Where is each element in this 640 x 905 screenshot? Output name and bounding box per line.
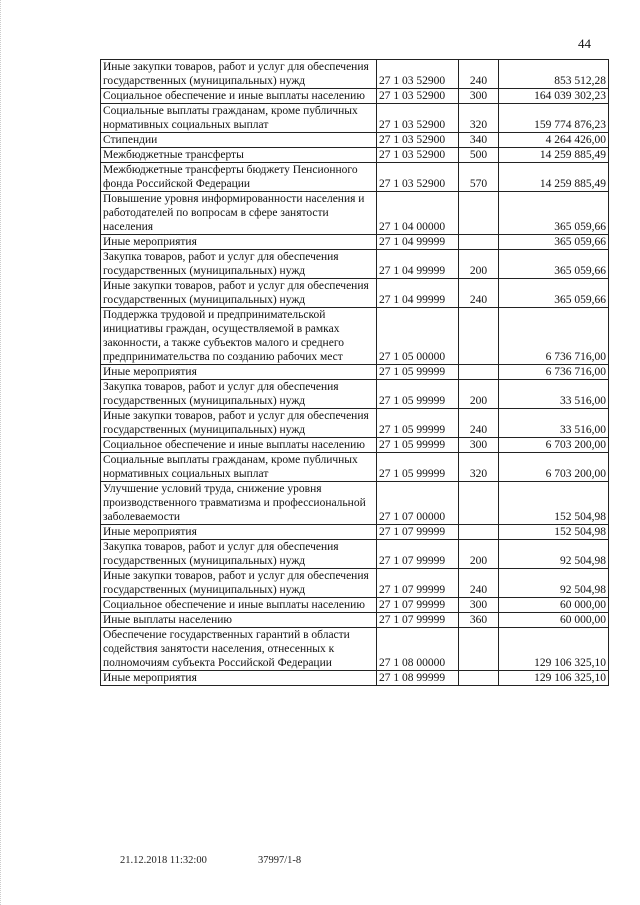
row-name-cell: Повышение уровня информированности населения и работодателей по вопросам в сфере занятости населения [101,192,377,235]
row-expense-type-cell: 570 [459,163,499,192]
row-expense-type-cell: 320 [459,104,499,133]
row-expense-type-cell [459,365,499,380]
row-code-cell: 27 1 04 99999 [377,235,459,250]
row-code-cell: 27 1 08 99999 [377,671,459,686]
row-sum-cell: 365 059,66 [499,250,609,279]
table-row [101,598,609,613]
row-expense-type-cell: 300 [459,598,499,613]
row-name-cell: Поддержка трудовой и предпринимательской инициативы граждан, осуществляемой в рамках законности, а также субъектов малого и среднего предпринимательства по созданию рабочих мест [101,308,377,365]
row-code-cell: 27 1 08 00000 [377,628,459,671]
row-name-cell: Улучшение условий труда, снижение уровня производственного травматизма и профессиональной заболеваемости [101,482,377,525]
scan-edge [0,0,11,905]
table-row [101,250,609,279]
table-row [101,613,609,628]
row-sum-cell: 60 000,00 [499,598,609,613]
row-name-cell: Иные мероприятия [101,235,377,250]
row-expense-type-cell: 320 [459,453,499,482]
row-sum-cell: 6 736 716,00 [499,308,609,365]
row-name-cell: Социальные выплаты гражданам, кроме публичных нормативных социальных выплат [101,104,377,133]
footer-timestamp: 21.12.2018 11:32:00 [120,855,207,866]
table-row [101,192,609,235]
row-code-cell: 27 1 07 99999 [377,613,459,628]
row-sum-cell: 33 516,00 [499,380,609,409]
row-expense-type-cell [459,525,499,540]
row-sum-cell: 33 516,00 [499,409,609,438]
row-name-cell: Социальное обеспечение и иные выплаты населению [101,89,377,104]
table-row [101,163,609,192]
row-code-cell: 27 1 05 99999 [377,380,459,409]
row-name-cell: Закупка товаров, работ и услуг для обеспечения государственных (муниципальных) нужд [101,250,377,279]
row-name-cell: Иные закупки товаров, работ и услуг для обеспечения государственных (муниципальных) нужд [101,279,377,308]
row-code-cell: 27 1 03 52900 [377,89,459,104]
row-sum-cell: 365 059,66 [499,235,609,250]
row-sum-cell: 14 259 885,49 [499,163,609,192]
table-row [101,148,609,163]
row-sum-cell: 4 264 426,00 [499,133,609,148]
row-expense-type-cell: 240 [459,409,499,438]
row-expense-type-cell: 360 [459,613,499,628]
row-name-cell: Стипендии [101,133,377,148]
table-row [101,438,609,453]
row-code-cell: 27 1 04 99999 [377,279,459,308]
row-code-cell: 27 1 07 99999 [377,569,459,598]
table-row [101,380,609,409]
row-name-cell: Закупка товаров, работ и услуг для обеспечения государственных (муниципальных) нужд [101,380,377,409]
row-expense-type-cell [459,192,499,235]
row-name-cell: Обеспечение государственных гарантий в области содействия занятости населения, отнесенных к полномочиям субъекта Российской Федерации [101,628,377,671]
row-expense-type-cell: 300 [459,89,499,104]
row-name-cell: Иные закупки товаров, работ и услуг для обеспечения государственных (муниципальных) нужд [101,60,377,89]
row-name-cell: Иные мероприятия [101,671,377,686]
row-name-cell: Иные мероприятия [101,365,377,380]
row-expense-type-cell [459,671,499,686]
row-sum-cell: 853 512,28 [499,60,609,89]
row-expense-type-cell: 300 [459,438,499,453]
row-sum-cell: 129 106 325,10 [499,628,609,671]
table-row [101,671,609,686]
row-code-cell: 27 1 05 99999 [377,409,459,438]
row-sum-cell: 60 000,00 [499,613,609,628]
row-code-cell: 27 1 07 99999 [377,525,459,540]
row-sum-cell: 365 059,66 [499,279,609,308]
row-code-cell: 27 1 03 52900 [377,60,459,89]
row-code-cell: 27 1 07 00000 [377,482,459,525]
row-code-cell: 27 1 03 52900 [377,163,459,192]
row-sum-cell: 6 703 200,00 [499,453,609,482]
table-row [101,365,609,380]
table-row [101,308,609,365]
row-expense-type-cell: 200 [459,380,499,409]
row-expense-type-cell: 500 [459,148,499,163]
row-code-cell: 27 1 05 99999 [377,453,459,482]
row-code-cell: 27 1 07 99999 [377,598,459,613]
row-sum-cell: 164 039 302,23 [499,89,609,104]
row-sum-cell: 365 059,66 [499,192,609,235]
row-expense-type-cell [459,628,499,671]
row-code-cell: 27 1 05 99999 [377,365,459,380]
row-code-cell: 27 1 03 52900 [377,104,459,133]
row-expense-type-cell: 240 [459,279,499,308]
row-name-cell: Межбюджетные трансферты бюджету Пенсионного фонда Российской Федерации [101,163,377,192]
row-sum-cell: 14 259 885,49 [499,148,609,163]
table-row [101,60,609,89]
row-code-cell: 27 1 03 52900 [377,148,459,163]
table-row [101,409,609,438]
table-row [101,235,609,250]
row-name-cell: Иные закупки товаров, работ и услуг для обеспечения государственных (муниципальных) нужд [101,409,377,438]
row-sum-cell: 152 504,98 [499,525,609,540]
table-row [101,525,609,540]
row-expense-type-cell [459,482,499,525]
table-row [101,482,609,525]
row-sum-cell: 6 736 716,00 [499,365,609,380]
row-sum-cell: 152 504,98 [499,482,609,525]
row-name-cell: Иные выплаты населению [101,613,377,628]
table-row [101,453,609,482]
row-name-cell: Иные мероприятия [101,525,377,540]
budget-table-body [101,60,609,686]
page-number: 44 [578,36,591,51]
row-code-cell: 27 1 04 00000 [377,192,459,235]
table-row [101,104,609,133]
row-expense-type-cell [459,308,499,365]
budget-table [100,59,609,686]
row-expense-type-cell: 200 [459,250,499,279]
row-expense-type-cell: 340 [459,133,499,148]
table-row [101,133,609,148]
row-code-cell: 27 1 05 00000 [377,308,459,365]
table-row [101,89,609,104]
row-name-cell: Социальное обеспечение и иные выплаты населению [101,598,377,613]
row-name-cell: Закупка товаров, работ и услуг для обеспечения государственных (муниципальных) нужд [101,540,377,569]
row-sum-cell: 129 106 325,10 [499,671,609,686]
row-sum-cell: 92 504,98 [499,569,609,598]
row-expense-type-cell [459,235,499,250]
row-sum-cell: 6 703 200,00 [499,438,609,453]
row-sum-cell: 159 774 876,23 [499,104,609,133]
row-name-cell: Межбюджетные трансферты [101,148,377,163]
row-expense-type-cell: 240 [459,569,499,598]
row-code-cell: 27 1 03 52900 [377,133,459,148]
row-expense-type-cell: 200 [459,540,499,569]
row-sum-cell: 92 504,98 [499,540,609,569]
row-name-cell: Социальные выплаты гражданам, кроме публичных нормативных социальных выплат [101,453,377,482]
row-code-cell: 27 1 05 99999 [377,438,459,453]
row-name-cell: Иные закупки товаров, работ и услуг для обеспечения государственных (муниципальных) нужд [101,569,377,598]
table-row [101,279,609,308]
table-row [101,540,609,569]
row-code-cell: 27 1 07 99999 [377,540,459,569]
table-row [101,628,609,671]
footer-doc-id: 37997/1-8 [258,855,302,866]
row-name-cell: Социальное обеспечение и иные выплаты населению [101,438,377,453]
row-code-cell: 27 1 04 99999 [377,250,459,279]
table-row [101,569,609,598]
row-expense-type-cell: 240 [459,60,499,89]
